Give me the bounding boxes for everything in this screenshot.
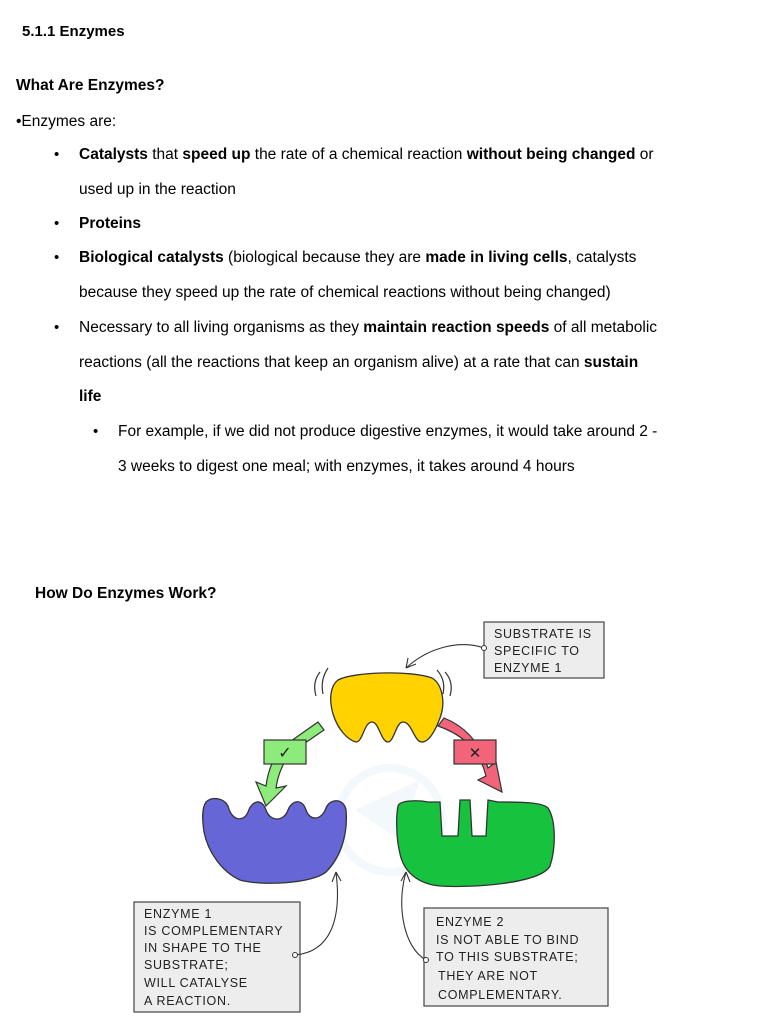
label-line: ENZYME 1: [144, 907, 213, 921]
section-number: 5.1.1 Enzymes: [22, 23, 125, 40]
enzyme-1-shape: [203, 799, 347, 884]
check-icon: ✓: [278, 743, 292, 762]
label-line: ENZYME 1: [494, 661, 563, 675]
label-line: SPECIFIC TO: [494, 644, 580, 658]
text: or: [635, 146, 654, 163]
text: reactions (all the reactions that keep an organism alive) at a rate that can: [79, 353, 584, 371]
text: of all metabolic: [549, 319, 658, 336]
label-line: IN SHAPE TO THE: [144, 941, 262, 955]
bullet-icon: •: [54, 249, 60, 266]
label-enzyme-1: [134, 872, 341, 1012]
label-line: TO THIS SUBSTRATE;: [436, 950, 579, 964]
cross-icon: ✕: [468, 744, 482, 762]
enzyme-2-shape: [397, 800, 555, 886]
bold-text: Proteins: [79, 215, 142, 232]
bold-text: speed up: [182, 146, 251, 163]
text: because they speed up the rate of chemical reactions without being changed): [79, 283, 611, 301]
list-item: [54, 207, 749, 242]
label-line: IS NOT ABLE TO BIND: [436, 933, 580, 947]
bold-text: made in living cells: [425, 249, 568, 266]
label-line: WILL CATALYSE: [144, 976, 248, 990]
text: , catalysts: [567, 249, 637, 266]
text: used up in the reaction: [79, 180, 236, 198]
label-line: COMPLEMENTARY.: [438, 988, 563, 1002]
bullet-icon: •: [54, 215, 60, 232]
bold-text: maintain reaction speeds: [363, 319, 550, 336]
list-item: [54, 138, 749, 207]
text: Necessary to all living organisms as they: [79, 319, 364, 336]
bold-text: Catalysts: [79, 146, 148, 163]
label-line: THEY ARE NOT: [438, 969, 538, 983]
text: the rate of a chemical reaction: [250, 146, 467, 163]
bullet-icon: •: [54, 319, 60, 336]
label-line: A REACTION.: [144, 994, 231, 1008]
label-line: SUBSTRATE IS: [494, 627, 592, 641]
label-substrate-specific: [406, 622, 604, 678]
label-enzyme-2: [401, 872, 608, 1006]
heading-how-do-enzymes-work: How Do Enzymes Work?: [35, 585, 217, 602]
text: 3 weeks to digest one meal; with enzymes, it takes around 4 hours: [118, 457, 575, 475]
bold-text: sustain: [583, 353, 639, 371]
label-line: ENZYME 2: [436, 915, 505, 929]
intro-text: •Enzymes are:: [16, 113, 117, 130]
text: For example, if we did not produce digestive enzymes, it would take around 2 -: [118, 423, 658, 440]
list-item: [54, 311, 749, 415]
enzyme-specificity-diagram: [0, 610, 768, 1024]
list-item: [54, 241, 749, 310]
bullet-icon: •: [54, 146, 60, 163]
bold-text: life: [79, 388, 102, 405]
substrate-shape: [331, 673, 443, 742]
label-line: SUBSTRATE;: [144, 958, 229, 972]
label-line: IS COMPLEMENTARY: [144, 924, 284, 938]
bold-text: without being changed: [466, 146, 636, 163]
text: that: [147, 146, 183, 163]
text: (biological because they are: [223, 249, 426, 266]
bold-text: Biological catalysts: [79, 249, 224, 266]
heading-what-are-enzymes: What Are Enzymes?: [16, 77, 165, 94]
list-item: [93, 415, 748, 484]
bullet-icon: •: [93, 423, 99, 440]
